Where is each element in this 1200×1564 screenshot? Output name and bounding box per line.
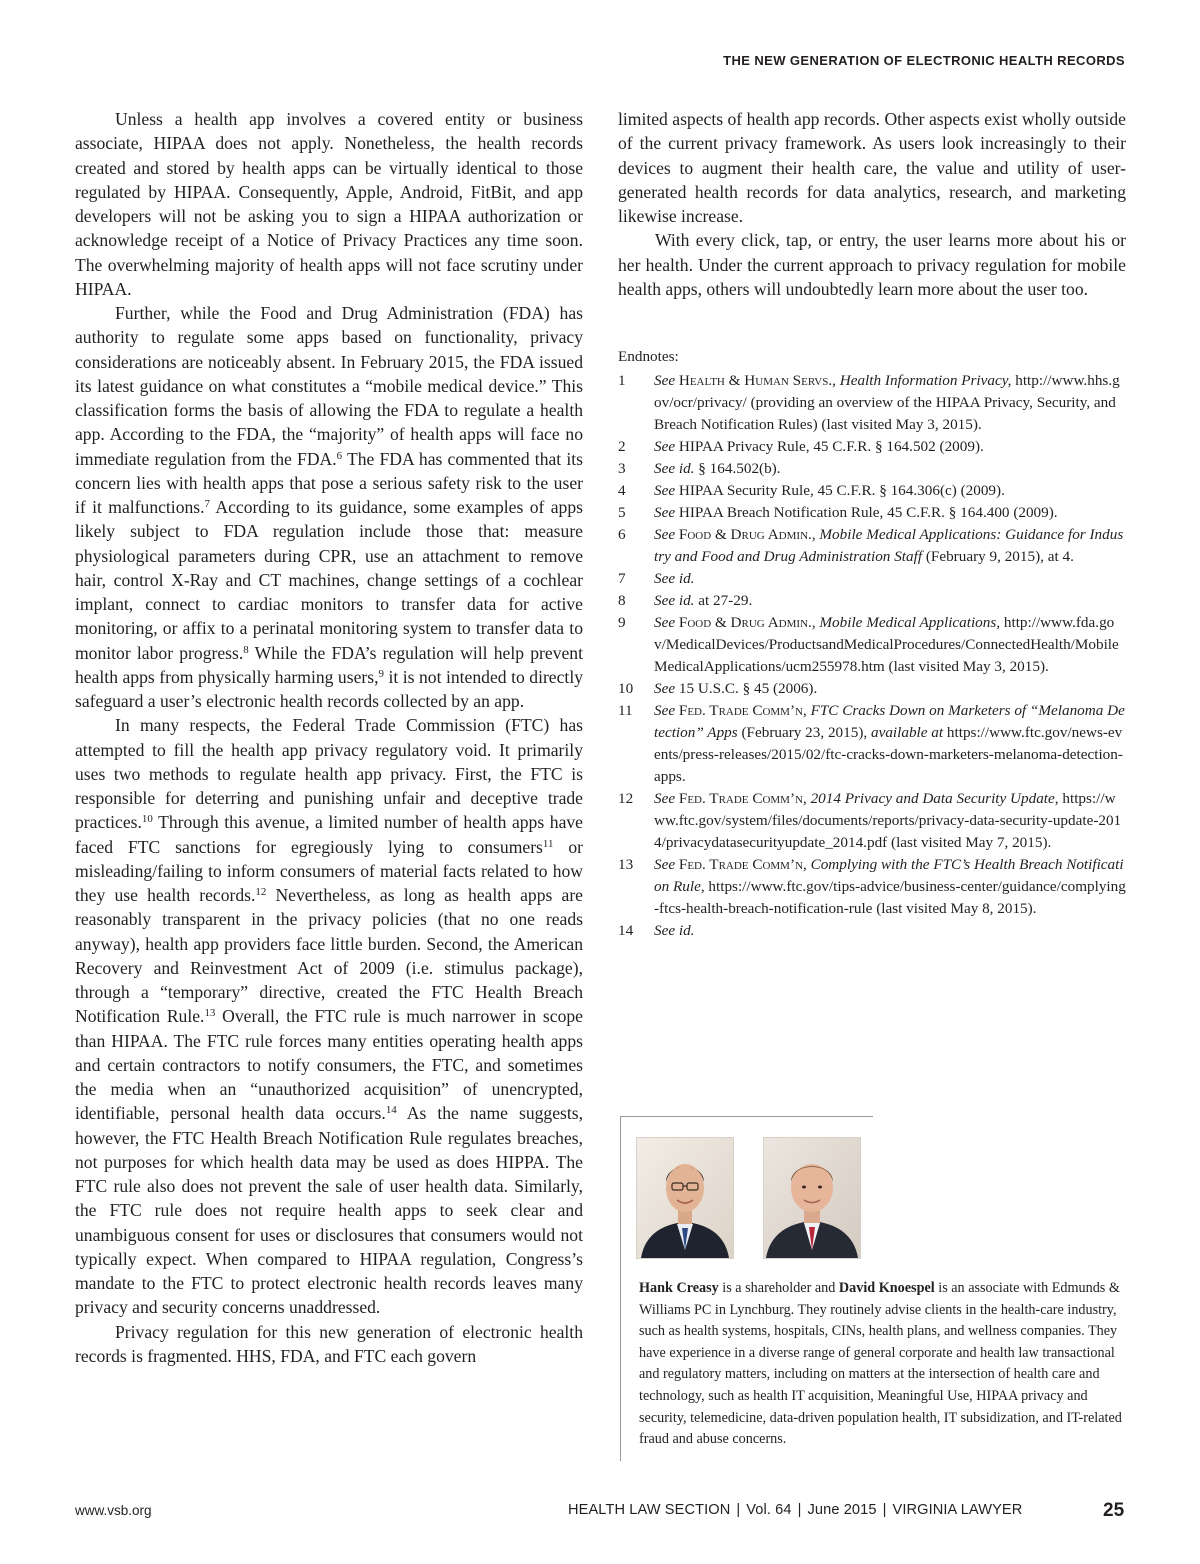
endnote-text-part: See [654,790,676,807]
endnote-text [654,502,1126,524]
footer-volume: Vol. 64 [746,1502,792,1518]
endnote-number: 5 [618,504,626,521]
endnote-list [618,370,1126,942]
endnote-text-part: See [654,438,676,455]
endnote-text-part: Fed. Trade Comm’n [678,702,803,719]
endnote-item [618,678,1126,700]
endnote-item [618,590,1126,612]
endnote-text [654,436,1126,458]
portrait-image-icon [764,1138,860,1258]
endnote-text-part: HIPAA Breach Notification Rule, 45 C.F.R. § 164.400 (2009). [675,504,1058,521]
author-photo-david-knoespel [763,1137,861,1259]
endnote-text-part: , [802,702,811,719]
endnote-text-part: , https://www.ftc.gov/tips-advice/business-center/guidance/complying-ftcs-health-breach-notification-rule (last visited May 8, 2015). [654,878,1126,917]
endnotes [618,346,1126,942]
endnote-text-part: 15 U.S.C. § 45 (2006). [675,680,818,697]
endnote-text-part: HIPAA Privacy Rule, 45 C.F.R. § 164.502 (2009). [675,438,984,455]
endnote-text-part: See [654,702,676,719]
endnote-text-part: See [654,614,676,631]
endnote-number: 12 [618,790,634,807]
endnote-number: 11 [618,702,633,719]
footnote-ref-14[interactable]: 14 [385,1104,397,1117]
endnote-text-part: See id. [654,460,695,477]
footer-separator: | [797,1502,802,1518]
paragraph-5: limited aspects of health app records. Other aspects exist wholly outside of the current privacy framework. As users look increasingly to their devices to augment their health care, the value and utility of user-generated health records for data analytics, research, and marketing likewise increase. [618,109,1126,226]
endnote-text-part: FTC Cracks Down on Marketers of “Melanoma Detection” Apps [654,702,1125,741]
footer-date: June 2015 [807,1502,877,1518]
endnote-number: 3 [618,460,626,477]
footnote-ref-9[interactable]: 9 [378,667,384,680]
footnote-ref-8[interactable]: 8 [243,643,249,656]
endnote-text-part: See [654,372,676,389]
paragraph-3: In many respects, the Federal Trade Commission (FTC) has attempted to fill the health app privacy regulatory void. It primarily uses two methods to regulate health app privacy. First, the FTC is responsible for deterring and punishing unfair and deceptive trade practices.$^{10}$ Through this avenue, a limited number of health apps have faced FTC sanctions for egregiously lying to consumers$^{11}$ or misleading/failing to inform consumers of material facts related to how they use health records.$^{12}$ Nevertheless, as long as health apps are reasonably transparent in the privacy policies (that no one reads anyway), health app providers face little burden. Second, the American Recovery and Reinvestment Act of 2009 (i.e. stimulus package), through a “temporary” directive, created the FTC Health Breach Notification Rule.$^{13}$ Overall, the FTC rule is much narrower in scope than HIPAA. The FTC rule forces many entities operating health apps and certain contractors to notify consumers, the FTC, and sometimes the media when an “unauthorized acquisition” of unencrypted, identifiable, personal health data occurs.$^{14}$ As the name suggests, however, the FTC Health Breach Notification Rule regulates breaches, not purposes for which health data may be used as does HIPPA. The FTC rule also does not prevent the sale of user health data. Similarly, the FTC rule does not require health apps to seek clear and unambiguous consent for uses or disclosures that consumers would not typically expect. When compared to HIPAA regulation, Congress’s mandate to the FTC to protect electronic health records leaves many privacy and security concerns unaddressed. [75,715,583,1318]
footnote-ref-12[interactable]: 12 [255,886,267,898]
endnote-number: 2 [618,438,626,455]
endnote-text [654,700,1126,788]
paragraph-6: With every click, tap, or entry, the user learns more about his or her health. Under the current approach to privacy regulation for mobile health apps, others will undoubtedly learn more about the user too. [618,230,1126,299]
endnote-text [654,590,1126,612]
article-right-column [618,107,1126,301]
endnote-text-part: § 164.502(b). [694,460,781,477]
endnote-number: 4 [618,482,626,499]
author-name-hank-creasy: Hank Creasy [639,1280,719,1296]
endnote-item [618,480,1126,502]
endnote-text-part: Mobile Medical Applications, [819,614,1001,631]
endnote-text [654,458,1126,480]
endnote-text [654,612,1126,678]
endnote-text-part: See [654,526,676,543]
endnote-text-part: See [654,856,676,873]
endnote-text-part: See id. [654,570,695,587]
endnote-text-part: Fed. Trade Comm’n [678,856,803,873]
endnote-text-part: , [802,790,811,807]
endnotes-title: Endnotes: [618,348,679,365]
endnote-text-part: , https://www.ftc.gov/system/files/documents/reports/privacy-data-security-update-2014/privacydatasecurityupdate_2014.pdf (last visited May 7, 2015). [654,790,1122,851]
endnote-item [618,920,1126,942]
endnote-text [654,568,1126,590]
endnote-text-part: See [654,680,676,697]
endnote-item [618,788,1126,854]
footer-website[interactable]: www.vsb.org [75,1503,152,1518]
endnote-text-part: (February 23, 2015), [737,724,871,741]
endnote-text-part: HIPAA Security Rule, 45 C.F.R. § 164.306(c) (2009). [675,482,1005,499]
footnote-ref-7[interactable]: 7 [204,498,210,510]
footnote-ref-10[interactable]: 10 [141,813,153,826]
endnote-text-part: Health & Human Servs. [678,372,833,389]
endnote-text-part: See id. [654,922,695,939]
endnote-text-part: available at [870,724,944,741]
article-left-column [75,107,583,1368]
endnote-number: 13 [618,856,634,873]
endnote-text-part: , [811,526,820,543]
endnote-number: 1 [618,372,626,389]
endnote-item [618,458,1126,480]
footer-publication-info [568,1502,1022,1518]
page-number: 25 [1103,1500,1125,1521]
endnote-number: 14 [618,922,634,939]
endnote-text-part: (February 9, 2015), at 4. [922,548,1074,565]
endnote-text [654,370,1126,436]
endnote-text-part: See id. [654,592,695,609]
endnote-item [618,854,1126,920]
endnote-text-part: , [811,614,820,631]
footer-separator: | [736,1502,741,1518]
portrait-image-icon [637,1138,733,1258]
footer-publication: VIRGINIA LAWYER [892,1502,1023,1518]
author-name-david-knoespel: David Knoespel [838,1280,935,1296]
endnote-text-part: Food & Drug Admin. [678,526,812,543]
endnote-text [654,854,1126,920]
endnote-item [618,370,1126,436]
endnote-text-part: , [832,372,840,389]
endnote-text [654,788,1126,854]
endnote-number: 6 [618,526,626,543]
endnote-text-part: Fed. Trade Comm’n [678,790,803,807]
running-header: THE NEW GENERATION OF ELECTRONIC HEALTH RECORDS [723,53,1125,68]
endnote-text-part: http://www.hhs.gov/ocr/privacy/ (providing an overview of the HIPAA Privacy, Security, and Breach Notification Rules) (last visited May 3, 2015). [654,372,1120,433]
endnote-item [618,612,1126,678]
author-bio: Hank Creasy is a shareholder and David Knoespel is an associate with Edmunds & Williams PC in Lynchburg. They routinely advise clients in the health-care industry, such as health systems, hospitals, CINs, health plans, and wellness companies. They have experience in a diverse range of general corporate and health law transactional and regulatory matters, including on matters at the intersection of health care and technology, such as health IT acquisition, Meaningful Use, HIPAA privacy and security, telemedicine, data-driven population health, IT subsidization, and IT-related fraud and abuse concerns. [639,1280,1122,1448]
endnote-text-part: at 27-29. [694,592,753,609]
endnote-text [654,480,1126,502]
endnote-item [618,524,1126,568]
endnote-text-part: Complying with the FTC’s Health Breach Notification Rule [654,856,1124,895]
endnote-text-part: Food & Drug Admin. [678,614,812,631]
paragraph-1: Unless a health app involves a covered entity or business associate, HIPAA does not apply. Nonetheless, the health records created and stored by health apps can be virtually identical to those regulated by HIPAA. Consequently, Apple, Android, FitBit, and app developers will not be asking you to sign a HIPAA authorization or acknowledge receipt of a Notice of Privacy Practices any time soon. The overwhelming majority of health apps will not face scrutiny under HIPAA. [75,109,583,299]
footnote-ref-11[interactable]: 11 [542,837,554,850]
paragraph-4: Privacy regulation for this new generation of electronic health records is fragmented. HHS, FDA, and FTC each govern [75,1321,583,1366]
endnote-text-part: See [654,482,676,499]
endnote-text-part: Mobile Medical Applications: Guidance for Industry and Food and Drug Administration Staff [654,526,1124,565]
endnote-text [654,524,1126,568]
endnote-item [618,700,1126,788]
endnote-item [618,568,1126,590]
endnote-number: 7 [618,570,626,587]
endnote-text [654,920,1126,942]
footnote-ref-6[interactable]: 6 [336,449,343,462]
footnote-ref-13[interactable]: 13 [204,1007,216,1020]
endnote-text [654,678,1126,700]
endnote-text-part: Health Information Privacy, [839,372,1012,389]
endnote-text-part: 2014 Privacy and Data Security Update [810,790,1055,807]
footer-separator: | [882,1502,887,1518]
author-photo-hank-creasy [636,1137,734,1259]
endnote-text-part: See [654,504,676,521]
endnote-number: 9 [618,614,626,631]
endnote-number: 8 [618,592,626,609]
footer-section: HEALTH LAW SECTION [568,1502,731,1518]
endnote-text-part: , [802,856,811,873]
endnote-text-part: https://www.ftc.gov/news-events/press-releases/2015/02/ftc-cracks-down-marketers-melanoma-detection-apps. [654,724,1123,785]
endnote-text-part: http://www.fda.gov/MedicalDevices/ProductsandMedicalProcedures/ConnectedHealth/MobileMedicalApplications/ucm255978.htm (last visited May 3, 2015). [654,614,1119,675]
endnote-number: 10 [618,680,634,697]
endnote-item [618,502,1126,524]
endnote-item [618,436,1126,458]
paragraph-2: Further, while the Food and Drug Administration (FDA) has authority to regulate some apps based on functionality, privacy considerations are noticeably absent. In February 2015, the FDA issued its latest guidance on what constitutes a “mobile medical device.” This classification forms the basis of allowing the FDA to regulate a health app. According to the FDA, the “majority” of health apps will face no immediate regulation from the FDA.$^6$ The FDA has commented that its concern lies with health apps that pose a serious safety risk to the user if it malfunctions.$^7$ According to its guidance, some examples of apps likely subject to FDA regulation include those that: measure physiological parameters during CPR, use an attachment to remove hair, control X-Ray and CT machines, change settings of a cochlear implant, connect to cardiac monitors to transfer data for active monitoring, or affix to a perinatal monitoring system to transfer data to monitor labor progress.$^8$ While the FDA’s regulation will help prevent health apps from physically harming users,$^9$ it is not intended to directly safeguard a user’s electronic health records collected by an app. [75,303,584,711]
